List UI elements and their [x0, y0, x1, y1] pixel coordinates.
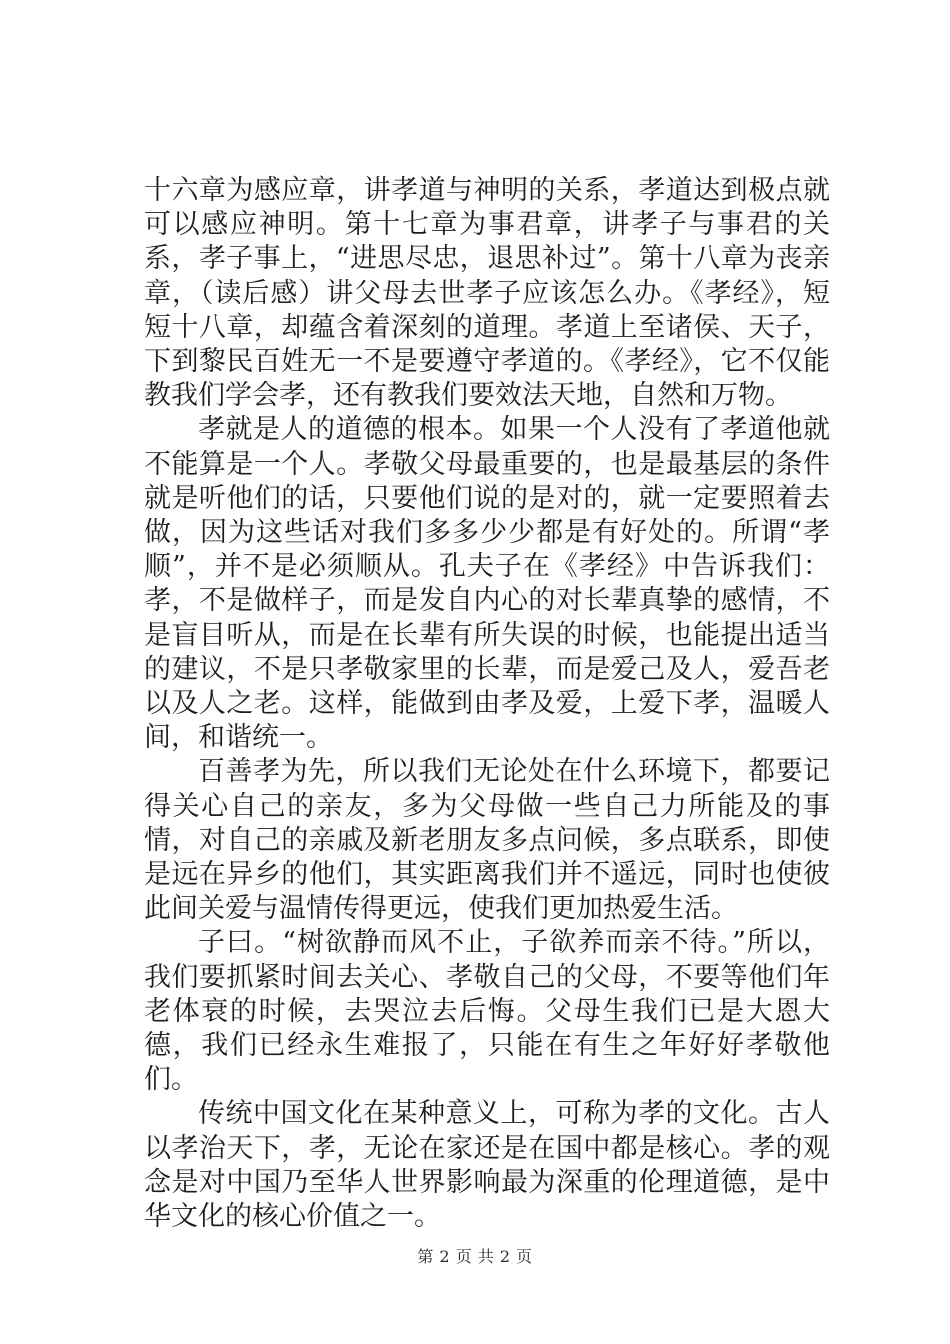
document-body: [144, 174, 830, 1234]
paragraph: 孝就是人的道德的根本。如果一个人没有了孝道他就不能算是一个人。孝敬父母最重要的，也是最基层的条件就是听他们的话，只要他们说的是对的，就一定要照着去做，因为这些话对我们多多少少都是有好处的。所谓“孝顺”，并不是必须顺从。孔夫子在《孝经》中告诉我们：孝，不是做样子，而是发自内心的对长辈真挚的感情，不是盲目听从，而是在长辈有所失误的时候，也能提出适当的建议，不是只孝敬家里的长辈，而是爱己及人，爱吾老以及人之老。这样，能做到由孝及爱，上爱下孝，温暖人间，和谐统一。: [144, 414, 830, 754]
page-number-footer: 第 2 页 共 2 页: [417, 1247, 533, 1266]
paragraph-continued: 十六章为感应章，讲孝道与神明的关系，孝道达到极点就可以感应神明。第十七章为事君章，讲孝子与事君的关系，孝子事上，“进思尽忠，退思补过”。第十八章为丧亲章，（读后感）讲父母去世孝子应该怎么办。《孝经》，短短十八章，却蕴含着深刻的道理。孝道上至诸侯、天子，下到黎民百姓无一不是要遵守孝道的。《孝经》，它不仅能教我们学会孝，还有教我们要效法天地，自然和万物。: [144, 175, 830, 412]
paragraph: 子曰。“树欲静而风不止，子欲养而亲不待。”所以，我们要抓紧时间去关心、孝敬自己的父母，不要等他们年老体衰的时候，去哭泣去后悔。父母生我们已是大恩大德，我们已经永生难报了，只能在有生之年好好孝敬他们。: [144, 927, 830, 1096]
paragraph: 传统中国文化在某种意义上，可称为孝的文化。古人以孝治天下，孝，无论在家还是在国中都是核心。孝的观念是对中国乃至华人世界影响最为深重的伦理道德，是中华文化的核心价值之一。: [144, 1098, 830, 1233]
paragraph: 百善孝为先，所以我们无论处在什么环境下，都要记得关心自己的亲友，多为父母做一些自己力所能及的事情，对自己的亲戚及新老朋友多点问候，多点联系，即使是远在异乡的他们，其实距离我们并不遥远，同时也使彼此间关爱与温情传得更远，使我们更加热爱生活。: [144, 756, 830, 925]
